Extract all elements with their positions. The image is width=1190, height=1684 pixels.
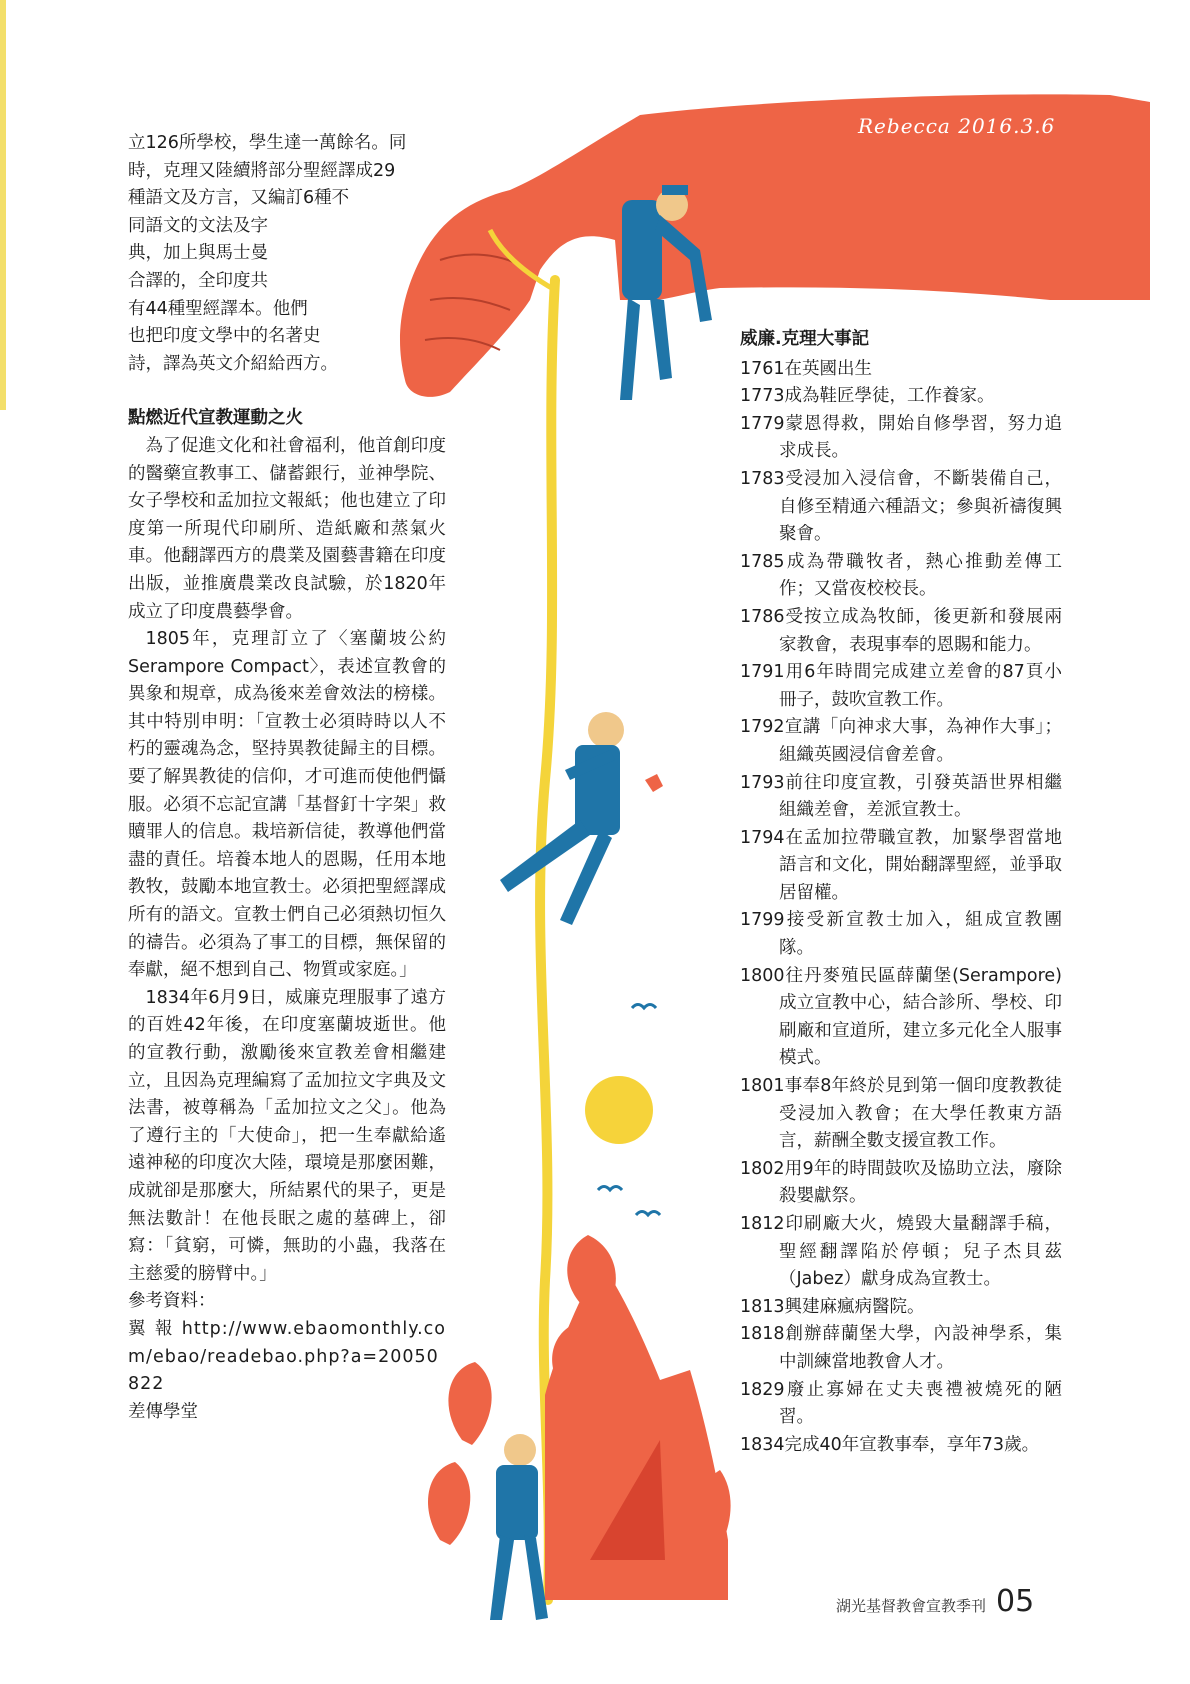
illustration-signature: Rebecca 2016.3.6 [858, 114, 1056, 138]
intro-line: 時，克理又陸續將部分聖經譯成29 [128, 160, 396, 181]
publication-name: 湖光基督教會宣教季刊 [836, 1597, 987, 1615]
timeline-title: 威廉.克理大事記 [740, 329, 870, 349]
intro-line: 典，加上與馬士曼 [128, 243, 268, 264]
timeline-item: 1829廢止寡婦在丈夫喪禮被燒死的陋習。 [740, 1379, 1062, 1428]
intro-line: 種語文及方言，又編訂6種不 [128, 188, 350, 209]
timeline-item: 1813興建麻瘋病醫院。 [740, 1296, 925, 1317]
page-number: 05 [996, 1584, 1035, 1619]
middle-figure-illustration [500, 712, 624, 925]
timeline-item: 1783受浸加入浸信會，不斷裝備自己，自修至精通六種語文；參與祈禱復興聚會。 [740, 468, 1062, 545]
timeline-item: 1834完成40年宣教事奉，享年73歲。 [740, 1434, 1040, 1455]
intro-line: 同語文的文法及字 [128, 215, 268, 236]
timeline-item: 1773成為鞋匠學徒，工作養家。 [740, 386, 995, 407]
intro-line: 合譯的，全印度共 [128, 270, 268, 291]
section-heading: 點燃近代宣教運動之火 [128, 408, 303, 429]
timeline-item: 1802用9年的時間鼓吹及協助立法，廢除殺嬰獻祭。 [740, 1158, 1062, 1207]
timeline-column [740, 326, 1062, 1459]
reference-extra: 差傳學堂 [128, 1401, 198, 1422]
timeline-item: 1786受按立成為牧師，後更新和發展兩家教會，表現事奉的恩賜和能力。 [740, 606, 1062, 655]
small-red-bird [645, 774, 663, 792]
timeline-item: 1812印刷廠大火，燒毀大量翻譯手稿，聖經翻譯陷於停頓；兒子杰貝茲（Jabez）獻身成為宣教士。 [740, 1214, 1062, 1290]
bottom-figure-illustration [490, 1434, 548, 1620]
timeline-item: 1801事奉8年終於見到第一個印度教教徒受浸加入教會；在大學任教東方語言，薪酬全數支援宣教工作。 [740, 1076, 1062, 1152]
timeline-item: 1791用6年時間完成建立差會的87頁小冊子，鼓吹宣教工作。 [740, 662, 1062, 710]
body-paragraph: 為了促進文化和社會福利，他首創印度的醫藥宣教事工、儲蓄銀行，並神學院、女子學校和孟加拉文報紙；他也建立了印度第一所現代印刷所、造紙廠和蒸氣火車。他翻譯西方的農業及園藝書籍在印度出版，並推廣農業改良試驗，於1820年成立了印度農藝學會。 [128, 435, 446, 622]
timeline-item: 1785成為帶職牧者，熱心推動差傳工作；又當夜校校長。 [740, 551, 1062, 600]
timeline-item: 1793前往印度宣教，引發英語世界相繼組織差會，差派宣教士。 [740, 772, 1062, 821]
page-footer [836, 1584, 1034, 1624]
reference-link[interactable] [128, 1316, 446, 1399]
intro-line: 有44種聖經譯本。他們 [128, 298, 308, 319]
timeline-item: 1818創辦薛蘭堡大學，內設神學系，集中訓練當地教會人才。 [740, 1324, 1062, 1372]
timeline-item: 1799接受新宣教士加入，組成宣教團隊。 [740, 910, 1062, 959]
timeline-item: 1792宣講「向神求大事，為神作大事」；組織英國浸信會差會。 [740, 717, 1062, 765]
article-left-column [128, 130, 446, 1426]
intro-line: 也把印度文學中的名著史 [128, 326, 321, 347]
body-paragraph: 1834年6月9日，威廉克理服事了遠方的百姓42年後，在印度塞蘭坡逝世。他的宣教行動，激勵後來宣教差會相繼建立，且因為克理編寫了孟加拉文字典及文法書，被尊稱為「孟加拉文之父」。他為了遵行主的「大使命」，把一生奉獻給遙遠神秘的印度次大陸，環境是那麼困難，成就卻是那麼大，所結累代的果子，更是無法數計！在他長眠之處的墓碑上，卻寫：「貧窮，可憐，無助的小蟲，我落在主慈愛的膀臂中。」 [128, 987, 446, 1284]
intro-line: 立126所學校，學生達一萬餘名。同 [128, 133, 407, 153]
reference-source: 翼報 [128, 1318, 182, 1339]
body-paragraph: 1805年，克理訂立了〈塞蘭坡公約 Serampore Compact〉，表述宣教會的異象和規章，成為後來差會效法的榜樣。其中特別申明：「宣教士必須時時以人不朽的靈魂為念，堅持異教徒歸主的目標。要了解異教徒的信仰，才可進而使他們懾服。必須不忘記宣講「基督釘十字架」救贖罪人的信息。栽培新信徒，教導他們當盡的責任。培養本地人的恩賜，任用本地教牧，鼓勵本地宣教士。必須把聖經譯成所有的語文。宣教士們自己必須熱切恒久的禱告。必須為了事工的目標，無保留的奉獻，絕不想到自己、物質或家庭。」 [128, 629, 446, 981]
timeline-item: 1761在英國出生 [740, 358, 873, 379]
references-label: 參考資料： [128, 1291, 216, 1312]
intro-line: 詩，譯為英文介紹給西方。 [128, 353, 338, 374]
timeline-item: 1779蒙恩得救，開始自修學習，努力追求成長。 [740, 413, 1062, 462]
reference-url[interactable]: http://www.ebaomonthly.com/ebao/readebao.php?a=20050822 [128, 1318, 446, 1395]
timeline-item: 1794在孟加拉帶職宣教，加緊學習當地語言和文化，開始翻譯聖經，並爭取居留權。 [740, 827, 1062, 903]
timeline-item: 1800往丹麥殖民區薛蘭堡(Serampore)成立宣教中心，結合診所、學校、印刷廠和宣道所，建立多元化全人服事模式。 [740, 965, 1062, 1069]
sun-illustration [585, 1076, 653, 1144]
